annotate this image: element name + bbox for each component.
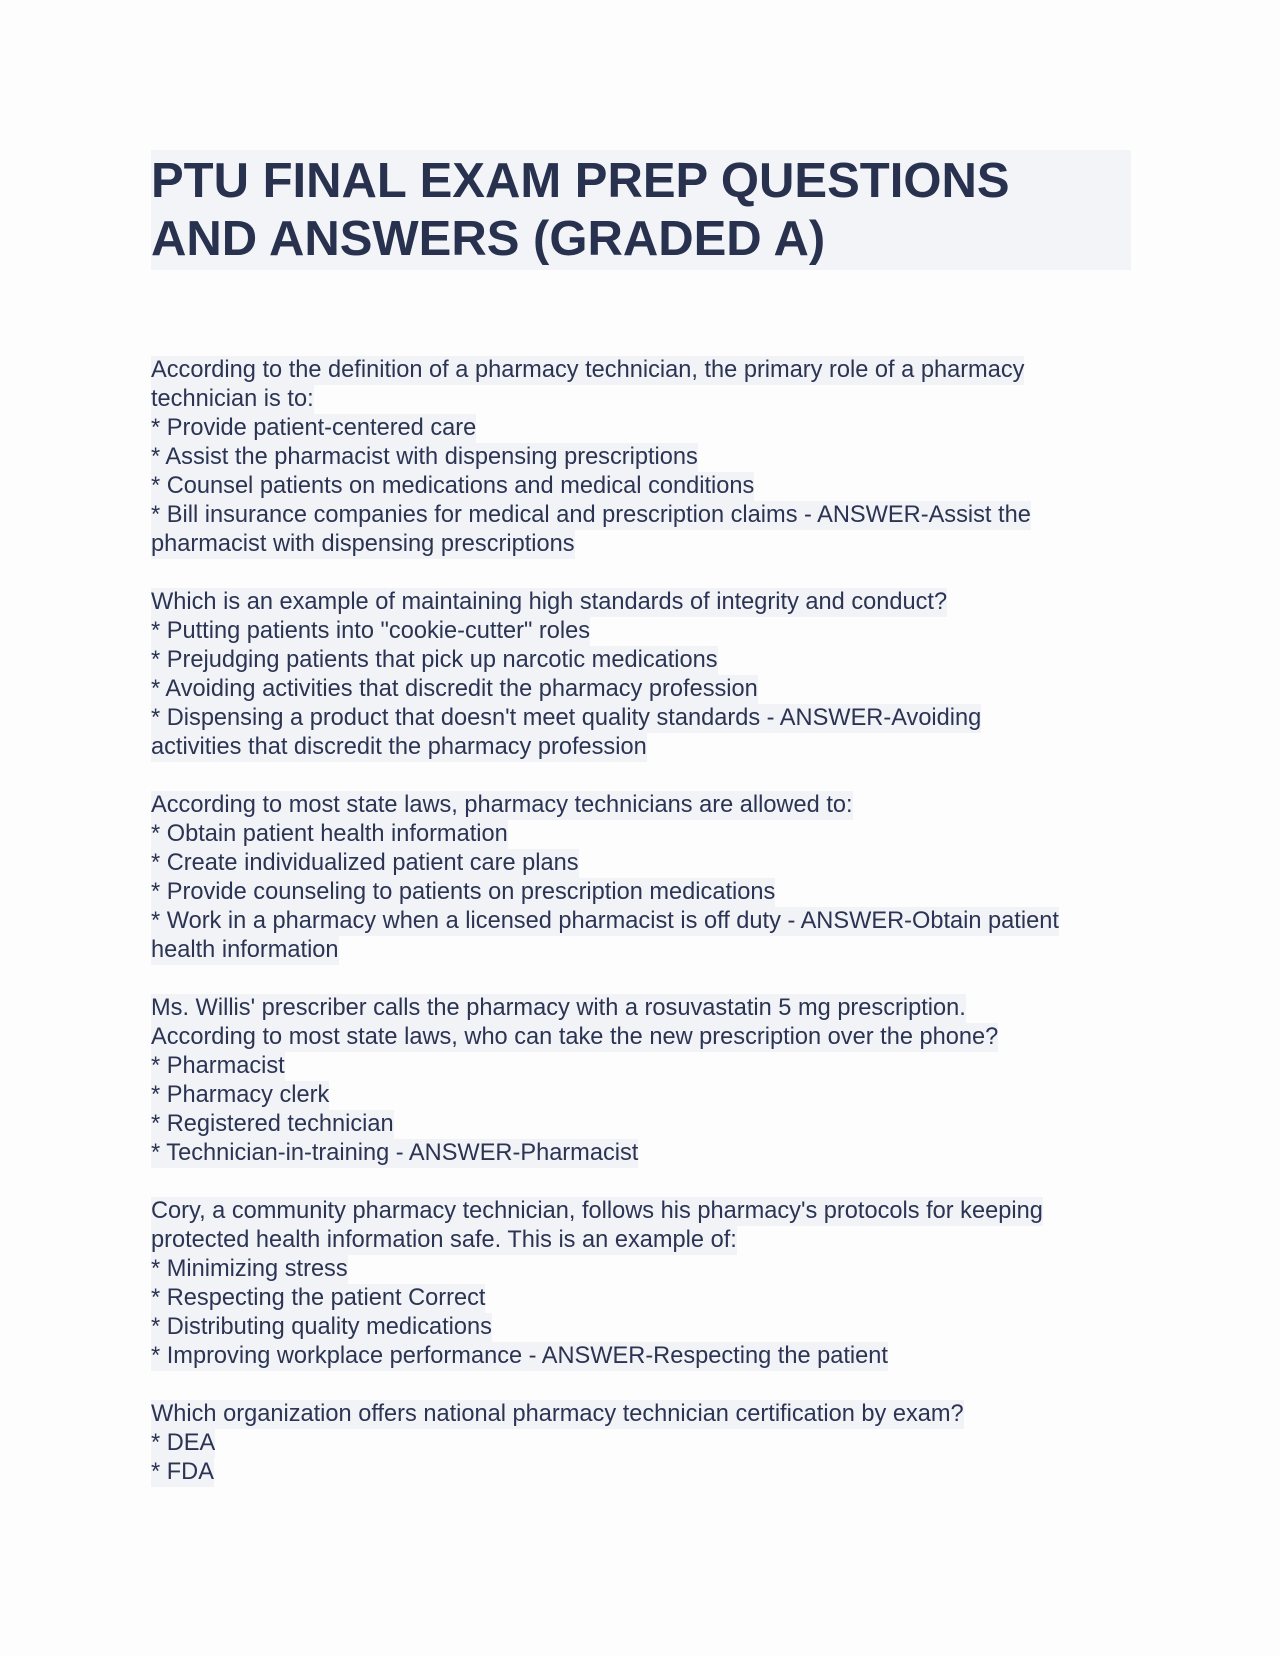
question-line: * Provide patient-centered care [151,415,477,441]
question-line: * Respecting the patient Correct [151,1285,486,1311]
question-line: * Distributing quality medications [151,1314,492,1340]
title-line: AND ANSWERS (GRADED A) [151,212,826,266]
question-line: Which is an example of maintaining high standards of integrity and conduct? [151,589,948,615]
question-line: health information [151,937,339,963]
question-line: * Counsel patients on medications and medical conditions [151,473,755,499]
question-block [151,356,1131,559]
question-line: According to the definition of a pharmacy technician, the primary role of a pharmacy [151,357,1025,383]
question-line: activities that discredit the pharmacy profession [151,734,647,760]
title-line: PTU FINAL EXAM PREP QUESTIONS [151,154,1010,208]
question-line: pharmacist with dispensing prescriptions [151,531,575,557]
question-line: * Putting patients into "cookie-cutter" roles [151,618,591,644]
question-line: technician is to: [151,386,314,412]
question-line: Which organization offers national pharmacy technician certification by exam? [151,1401,964,1427]
document-title [151,150,1131,270]
question-block [151,791,1131,965]
question-line: * Create individualized patient care plans [151,850,579,876]
document-page [151,150,1131,1516]
question-line: * Registered technician [151,1111,394,1137]
question-line: * Pharmacy clerk [151,1082,330,1108]
question-line: * DEA [151,1430,216,1456]
question-line: Cory, a community pharmacy technician, follows his pharmacy's protocols for keeping [151,1198,1043,1224]
question-line: * Avoiding activities that discredit the pharmacy profession [151,676,758,702]
question-line: According to most state laws, pharmacy technicians are allowed to: [151,792,853,818]
question-line: * Bill insurance companies for medical and prescription claims - ANSWER-Assist the [151,502,1031,528]
question-block [151,1400,1131,1487]
question-block [151,994,1131,1168]
question-line: * Improving workplace performance - ANSWER-Respecting the patient [151,1343,888,1369]
question-line: * Technician-in-training - ANSWER-Pharmacist [151,1140,639,1166]
question-line: * Minimizing stress [151,1256,348,1282]
question-list [151,356,1131,1487]
question-line: * Pharmacist [151,1053,285,1079]
question-line: * FDA [151,1459,214,1485]
question-line: protected health information safe. This is an example of: [151,1227,737,1253]
question-line: According to most state laws, who can take the new prescription over the phone? [151,1024,999,1050]
question-line: * Prejudging patients that pick up narcotic medications [151,647,718,673]
question-line: * Dispensing a product that doesn't meet quality standards - ANSWER-Avoiding [151,705,982,731]
question-line: Ms. Willis' prescriber calls the pharmacy with a rosuvastatin 5 mg prescription. [151,995,966,1021]
question-block [151,588,1131,762]
question-line: * Provide counseling to patients on prescription medications [151,879,776,905]
question-block [151,1197,1131,1371]
question-line: * Obtain patient health information [151,821,508,847]
question-line: * Assist the pharmacist with dispensing prescriptions [151,444,698,470]
question-line: * Work in a pharmacy when a licensed pharmacist is off duty - ANSWER-Obtain patient [151,908,1059,934]
